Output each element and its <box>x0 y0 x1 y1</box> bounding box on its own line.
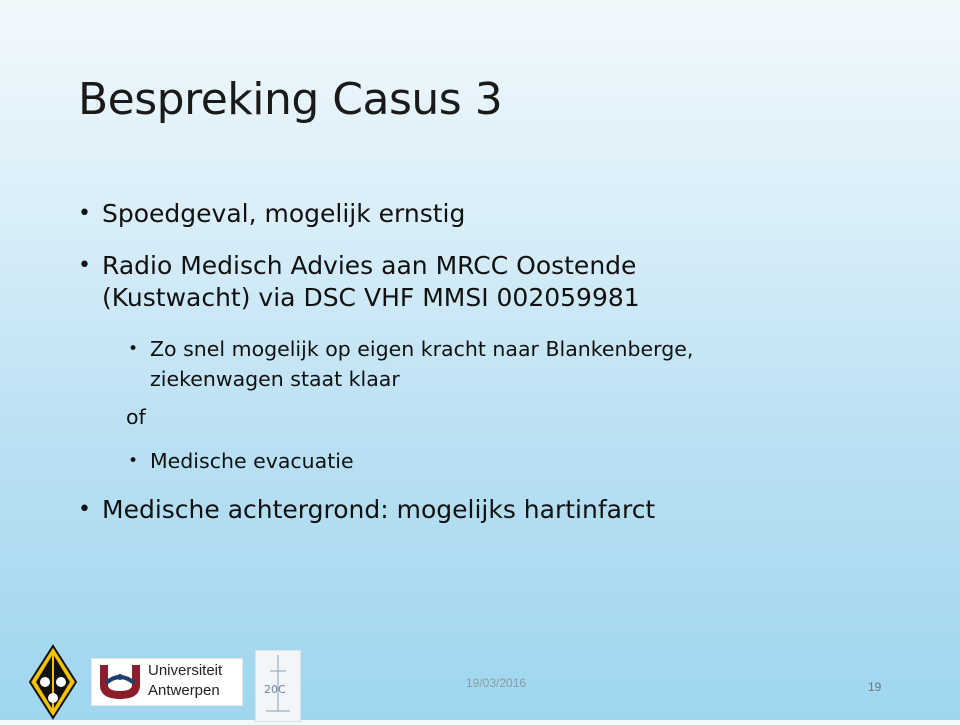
ua-line-2: Antwerpen <box>148 682 220 699</box>
slide-date: 19/03/2016 <box>466 676 527 690</box>
ua-line-1: Universiteit <box>148 662 223 679</box>
slide-title: Bespreking Casus 3 <box>78 74 503 125</box>
bullet-spoedgeval: • Spoedgeval, mogelijk ernstig <box>78 198 918 230</box>
sub-bullet-evacuatie: • Medische evacuatie <box>78 446 918 476</box>
bullet-line: • Radio Medisch Advies aan MRCC Oostende <box>102 251 637 280</box>
slide-number: 19 <box>868 680 882 694</box>
sub-text-of: of <box>126 405 146 429</box>
bullet-line: (Kustwacht) via DSC VHF MMSI 002059981 <box>102 283 640 312</box>
bullet-radio-medisch-advies <box>78 250 918 314</box>
antenna-sketch-icon <box>256 651 300 721</box>
bullet-medische-achtergrond: • Medische achtergrond: mogelijks hartinfarct <box>78 494 918 526</box>
universiteit-antwerpen-logo <box>91 658 243 706</box>
ua-wordmark <box>148 661 222 701</box>
slide-content <box>78 198 918 546</box>
sub-bullet-blankenberge <box>78 334 918 394</box>
sketch-text: 20C <box>264 683 286 696</box>
sub-bullet-line: ziekenwagen staat klaar <box>150 367 400 391</box>
ua-emblem-icon <box>96 661 144 703</box>
sub-bullet-line: • Zo snel mogelijk op eigen kracht naar Blankenberge, <box>150 337 694 361</box>
sketch-logo <box>255 650 301 722</box>
osa-diamond-logo <box>28 644 78 720</box>
